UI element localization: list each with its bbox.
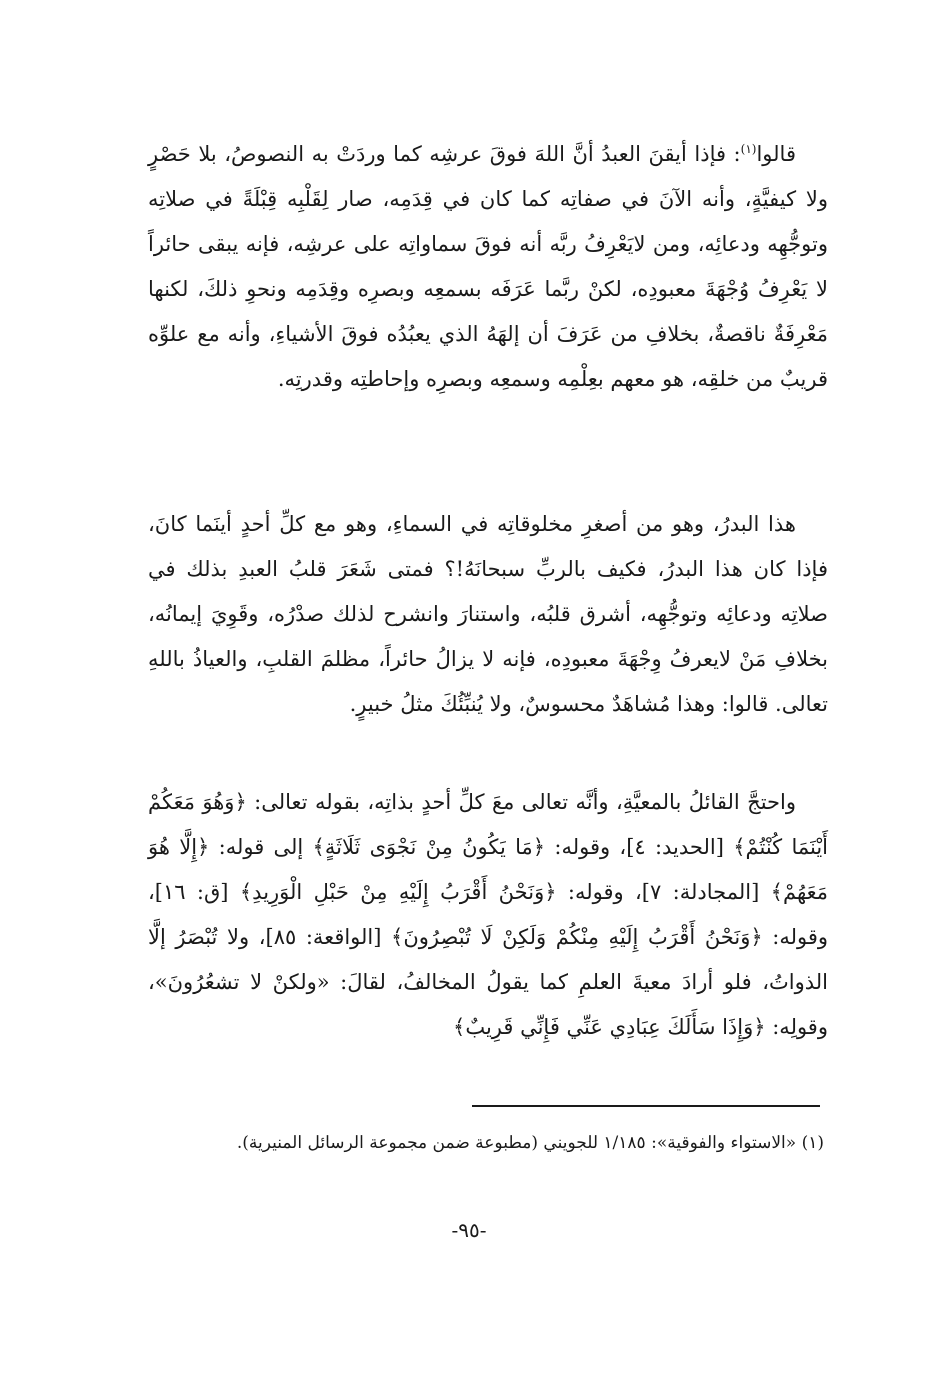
paragraph-3-text: واحتجَّ القائلُ بالمعيَّةِ، وأنَّه تعالى معَ كلِّ أحدٍ بذاتِه، بقوله تعالى: ﴿وَهُوَ مَعَكُمْ أَيْنَمَا كُنْتُمْ﴾ [الحديد: ٤]، وقوله: ﴿مَا يَكُونُ مِنْ نَجْوَى ثَلَاثَةٍ﴾ إلى قوله: ﴿إِلَّا هُوَ مَعَهُمْ﴾ [المجادلة: ٧]، وقوله: ﴿وَنَحْنُ أَقْرَبُ إِلَيْهِ مِنْ حَبْلِ الْوَرِيدِ﴾ [ق: ١٦]، وقوله: ﴿وَنَحْنُ أَقْرَبُ إِلَيْهِ مِنْكُمْ وَلَكِنْ لَا تُبْصِرُونَ﴾ [الواقعة: ٨٥]، ولا تُبْصَرُ إلَّا الذواتُ، فلو أرادَ معيةَ العلمِ كما يقولُ المخالفُ، لقالَ: «ولكنْ لا تشعُرُونَ»، وقولِه: ﴿وَإِذَا سَأَلَكَ عِبَادِي عَنِّي فَإِنِّي قَرِيبٌ﴾ xyxy=(148,790,829,1039)
footnote-separator xyxy=(472,1105,820,1107)
paragraph-3 xyxy=(148,780,828,1050)
paragraph-1 xyxy=(148,132,828,402)
paragraph-2 xyxy=(148,502,828,727)
paragraph-1-lead: قالوا xyxy=(756,142,796,166)
footnote-reference[interactable]: (١) xyxy=(740,142,757,156)
footnote: (١) «الاستواء والفوقية»: ١/١٨٥ للجويني (مطبوعة ضمن مجموعة الرسائل المنيرية). xyxy=(236,1133,824,1153)
page-number: -٩٥- xyxy=(451,1218,487,1242)
paragraph-1-body: : فإذا أيقنَ العبدُ أنَّ اللهَ فوقَ عرشِه كما وردَتْ به النصوصُ، بلا حَصْرٍ ولا كيفيَّةٍ، وأنه الآنَ في صفاتِه كما كان في قِدَمِه، صار لِقَلْبِه قِبْلَةً في صلاتِه وتوجُّهِه ودعائِه، ومن لايَعْرِفُ ربَّه أنه فوقَ سماواتِه على عرشِه، فإنه يبقى حائراً لا يَعْرِفُ وُجْهَةَ معبودِه، لكنْ ربَّما عَرَفَه بسمعِه وبصرِه وقِدَمِه ونحوِ ذلكَ، لكنها مَعْرِفَةٌ ناقصةٌ، بخلافِ من عَرَفَ أن إلهَهُ الذي يعبُدُه فوقَ الأشياءِ، وأنه مع علوِّه قريبٌ من خلقِه، هو معهم بعِلْمِه وسمعِه وبصرِه وإحاطتِه وقدرتِه. xyxy=(148,142,828,391)
paragraph-1-text xyxy=(148,132,828,402)
paragraph-2-text: هذا البدرُ، وهو من أصغرِ مخلوقاتِه في السماءِ، وهو مع كلِّ أحدٍ أينَما كانَ، فإذا كان هذا البدرُ، فكيف بالربِّ سبحانَهُ!؟ فمتى شَعَرَ قلبُ العبدِ بذلك في صلاتِه ودعائِه وتوجُّهِه، أشرق قلبُه، واستنارَ وانشرح لذلك صدْرُه، وقَوِيَ إيمانُه، بخلافِ مَنْ لايعرفُ وِجْهَةَ معبودِه، فإنه لا يزالُ حائراً، مظلمَ القلبِ، والعياذُ باللهِ تعالى. قالوا: وهذا مُشاهَدٌ محسوسٌ، ولا يُنبِّئُكَ مثلُ خبيرٍ. xyxy=(148,512,828,716)
